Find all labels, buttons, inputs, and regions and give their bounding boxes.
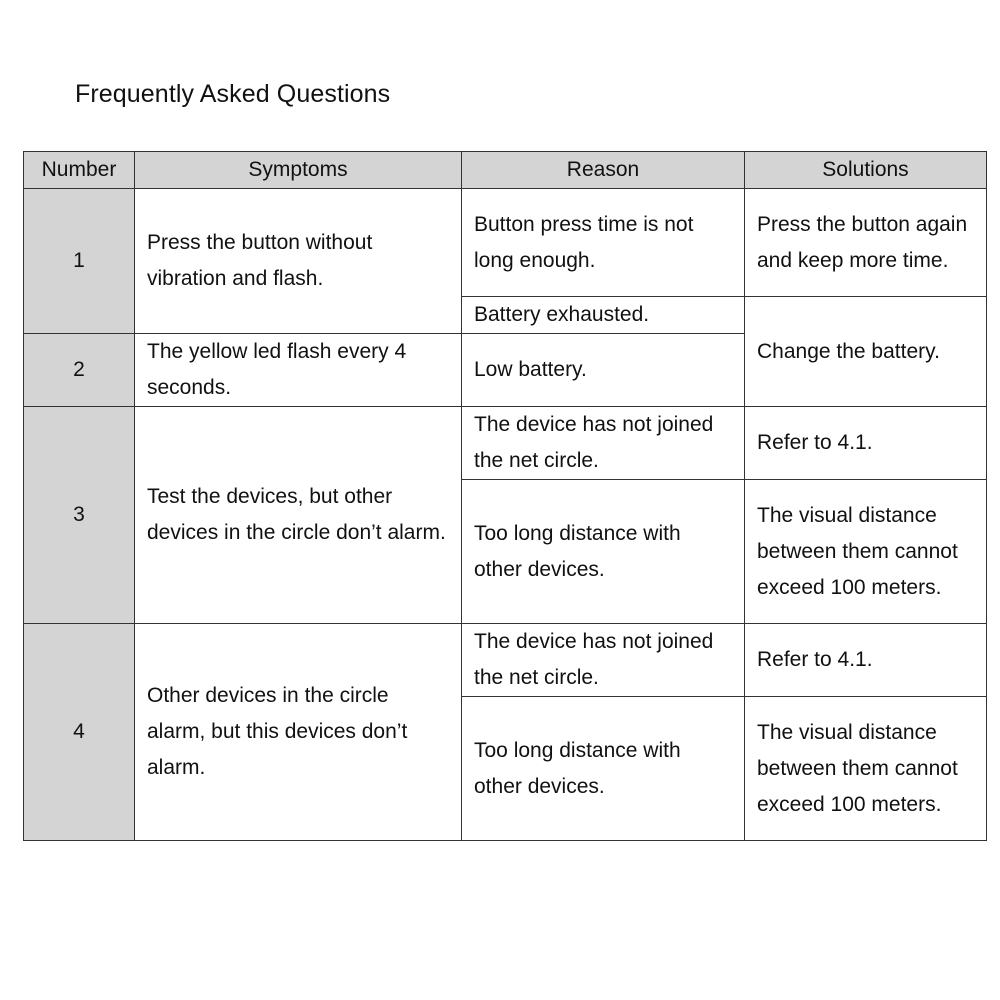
- symptom-cell: Other devices in the circle alarm, but this devices don’t alarm.: [135, 624, 462, 841]
- header-solutions: Solutions: [745, 152, 987, 189]
- header-symptoms: Symptoms: [135, 152, 462, 189]
- reason-cell: Too long distance with other devices.: [462, 480, 745, 624]
- table-row: [24, 189, 987, 297]
- header-reason: Reason: [462, 152, 745, 189]
- table-row: [24, 407, 987, 480]
- solution-cell: Press the button again and keep more time.: [745, 189, 987, 297]
- row-number: 3: [24, 407, 135, 624]
- reason-cell: Low battery.: [462, 334, 745, 407]
- row-number: 2: [24, 334, 135, 407]
- row-number: 1: [24, 189, 135, 334]
- faq-table: [23, 151, 987, 841]
- page-title: Frequently Asked Questions: [75, 80, 391, 108]
- symptom-cell: Test the devices, but other devices in the circle don’t alarm.: [135, 407, 462, 624]
- solution-cell: Refer to 4.1.: [745, 407, 987, 480]
- header-number: Number: [24, 152, 135, 189]
- solution-cell: Refer to 4.1.: [745, 624, 987, 697]
- solution-cell: The visual distance between them cannot exceed 100 meters.: [745, 697, 987, 841]
- reason-cell: Too long distance with other devices.: [462, 697, 745, 841]
- solution-cell: Change the battery.: [745, 297, 987, 407]
- table-row: [24, 624, 987, 697]
- symptom-cell: The yellow led flash every 4 seconds.: [135, 334, 462, 407]
- reason-cell: The device has not joined the net circle.: [462, 407, 745, 480]
- solution-cell: The visual distance between them cannot exceed 100 meters.: [745, 480, 987, 624]
- reason-cell: Battery exhausted.: [462, 297, 745, 334]
- reason-cell: The device has not joined the net circle.: [462, 624, 745, 697]
- reason-cell: Button press time is not long enough.: [462, 189, 745, 297]
- row-number: 4: [24, 624, 135, 841]
- header-row: [24, 152, 987, 189]
- symptom-cell: Press the button without vibration and flash.: [135, 189, 462, 334]
